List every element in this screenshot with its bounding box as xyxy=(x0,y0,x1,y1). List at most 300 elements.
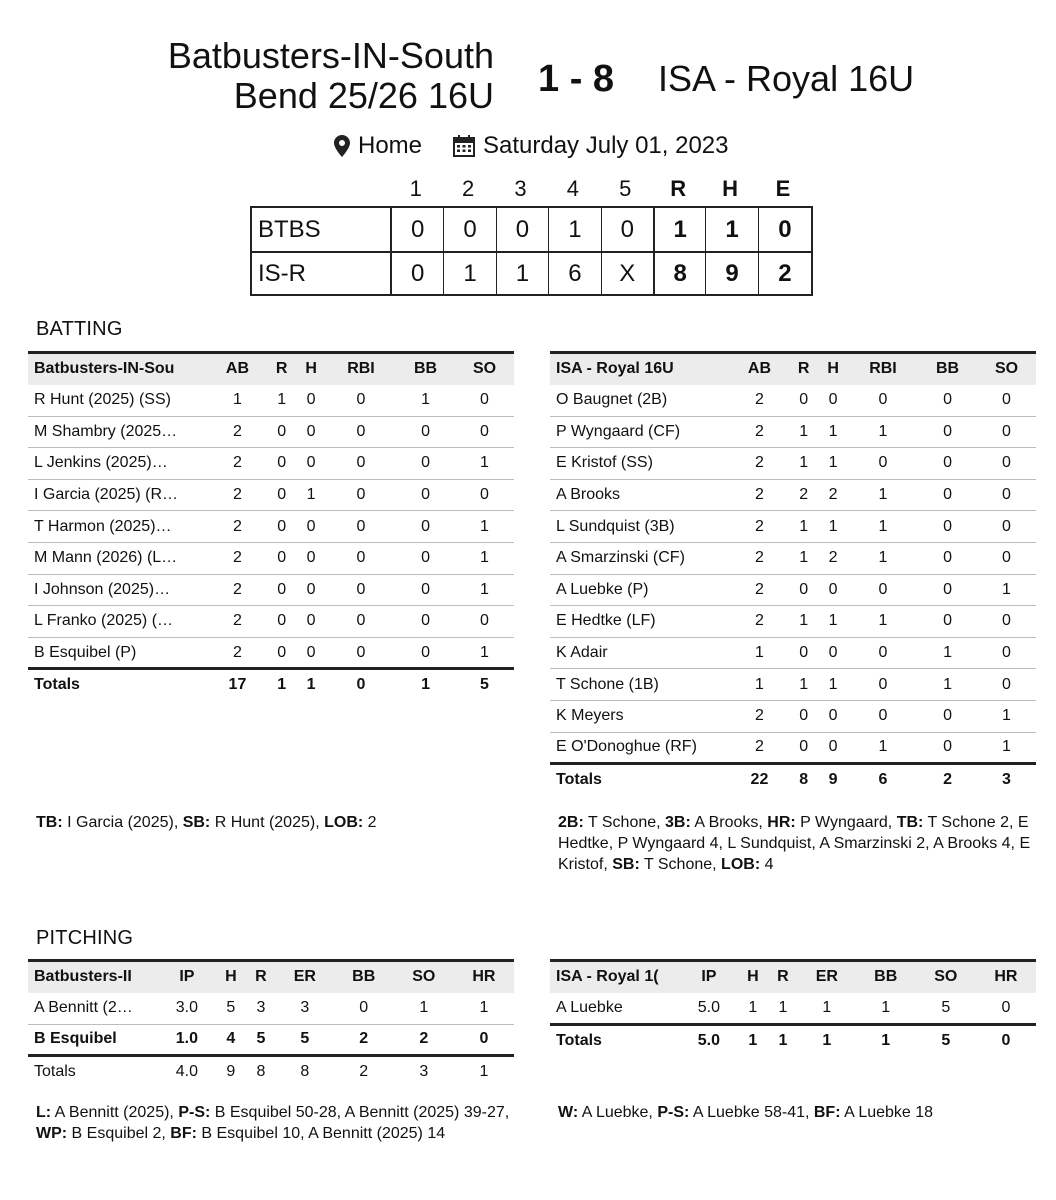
stat-cell: 2 xyxy=(394,1024,454,1056)
player-name[interactable]: A Bennitt (2… xyxy=(28,993,158,1025)
player-name[interactable]: T Schone (1B) xyxy=(550,669,730,701)
stat-cell: 1 xyxy=(977,700,1036,732)
totals-label: Totals xyxy=(28,1056,158,1088)
stat-cell: 1 xyxy=(768,993,798,1025)
batter-row xyxy=(550,542,1036,574)
errors-total: 0 xyxy=(778,215,792,243)
stat-cell: 0 xyxy=(977,606,1036,638)
stat-cell: 0 xyxy=(296,385,325,417)
batter-row xyxy=(550,732,1036,764)
stat-cell: 0 xyxy=(455,479,514,511)
batter-row xyxy=(550,606,1036,638)
stat-cell: 1 xyxy=(977,574,1036,606)
stat-cell: 0 xyxy=(848,669,918,701)
player-name[interactable]: E O'Donoghue (RF) xyxy=(550,732,730,764)
stat-cell: 0 xyxy=(789,574,818,606)
total-cell: 2 xyxy=(918,764,977,796)
pitching-header-row xyxy=(550,961,1036,993)
stat-cell: 0 xyxy=(977,448,1036,480)
totals-label: Totals xyxy=(28,669,208,701)
stat-cell: 1 xyxy=(918,637,977,669)
total-cell: 1 xyxy=(454,1056,514,1088)
inning-score: 1 xyxy=(497,253,549,294)
total-cell: 1 xyxy=(856,1024,916,1056)
note-text: T Schone, xyxy=(583,814,666,831)
batting-notes-home xyxy=(558,812,1036,875)
stat-cell: 0 xyxy=(326,448,396,480)
stat-cell: 0 xyxy=(296,416,325,448)
stat-cell: 2 xyxy=(208,574,267,606)
batter-row xyxy=(550,574,1036,606)
note-text: 2 xyxy=(363,814,377,831)
stat-cell: 3 xyxy=(276,993,334,1025)
stat-cell: 0 xyxy=(918,416,977,448)
team-abbr: BTBS xyxy=(252,208,392,251)
stat-cell: 1 xyxy=(848,732,918,764)
stat-cell: 2 xyxy=(789,479,818,511)
stat-cell: 1 xyxy=(455,542,514,574)
column-header: BB xyxy=(856,961,916,993)
pitcher-row xyxy=(550,993,1036,1025)
note-text: B Esquibel 2, xyxy=(67,1125,171,1142)
stat-cell: 1 xyxy=(856,993,916,1025)
note-text: P Wyngaard, xyxy=(795,814,897,831)
batter-row xyxy=(550,637,1036,669)
stat-cell: 0 xyxy=(267,479,296,511)
note-text: A Brooks, xyxy=(690,814,768,831)
stat-cell: 2 xyxy=(730,479,789,511)
hits-total: 9 xyxy=(706,253,758,294)
column-header: ER xyxy=(276,961,334,993)
pitching-header-row xyxy=(28,961,514,993)
total-cell: 3 xyxy=(977,764,1036,796)
stat-cell: 1 xyxy=(455,448,514,480)
stat-cell: 0 xyxy=(818,385,847,417)
pitcher-row xyxy=(28,993,514,1025)
note-label: LOB: xyxy=(324,814,364,831)
stat-cell: 2 xyxy=(730,700,789,732)
note-label: WP: xyxy=(36,1125,68,1142)
inning-score: 1 xyxy=(549,208,601,251)
stat-cell: 0 xyxy=(918,385,977,417)
stat-cell: 0 xyxy=(326,574,396,606)
errors-header: E xyxy=(775,176,791,201)
note-label: W: xyxy=(558,1104,579,1121)
stat-cell: 1 xyxy=(738,993,768,1025)
stat-cell: 0 xyxy=(267,574,296,606)
batting-header-row xyxy=(550,353,1036,385)
column-header: H xyxy=(818,353,847,385)
pitching-table-home xyxy=(550,959,1036,1056)
player-name[interactable]: L Franko (2025) (… xyxy=(28,606,208,638)
stat-cell: 2 xyxy=(730,511,789,543)
total-cell: 1 xyxy=(798,1024,856,1056)
column-header: HR xyxy=(454,961,514,993)
stat-cell: 0 xyxy=(789,732,818,764)
total-cell: 22 xyxy=(730,764,789,796)
stat-cell: 2 xyxy=(730,416,789,448)
stat-cell: 0 xyxy=(977,542,1036,574)
column-header: HR xyxy=(976,961,1036,993)
total-cell: 3 xyxy=(394,1056,454,1088)
total-cell: 1 xyxy=(396,669,455,701)
inning-header: 5 xyxy=(619,176,632,201)
pitching-table-away xyxy=(28,959,514,1087)
away-team-name[interactable]: Batbusters-IN-South Bend 25/26 16U xyxy=(167,35,494,116)
stat-cell: 0 xyxy=(396,511,455,543)
stat-cell: 0 xyxy=(396,606,455,638)
stat-cell: 2 xyxy=(208,637,267,669)
totals-row xyxy=(28,1056,514,1088)
batter-row xyxy=(28,606,514,638)
stat-cell: 0 xyxy=(296,511,325,543)
final-score: 1 - 8 xyxy=(538,58,615,100)
errors-total: 2 xyxy=(778,259,792,287)
inning-score: 0 xyxy=(392,208,444,251)
stat-cell: 1 xyxy=(789,606,818,638)
player-name[interactable]: K Meyers xyxy=(550,700,730,732)
player-name[interactable]: K Adair xyxy=(550,637,730,669)
player-name[interactable]: L Sundquist (3B) xyxy=(550,511,730,543)
calendar-icon xyxy=(453,135,475,157)
stat-cell: 0 xyxy=(326,606,396,638)
pitching-notes-away xyxy=(36,1102,516,1144)
total-cell: 5 xyxy=(916,1024,976,1056)
batter-row xyxy=(550,416,1036,448)
total-cell: 17 xyxy=(208,669,267,701)
totals-label: Totals xyxy=(550,764,730,796)
note-text: R Hunt (2025), xyxy=(210,814,325,831)
stat-cell: 0 xyxy=(918,732,977,764)
stat-cell: 5.0 xyxy=(680,993,738,1025)
stat-cell: 0 xyxy=(396,542,455,574)
stat-cell: 0 xyxy=(455,385,514,417)
note-label: BF: xyxy=(813,1104,841,1121)
stat-cell: 2 xyxy=(730,574,789,606)
batting-notes-away xyxy=(36,812,516,833)
note-text: T Schone, xyxy=(639,856,722,873)
stat-cell: 0 xyxy=(848,574,918,606)
stat-cell: 2 xyxy=(730,542,789,574)
line-score xyxy=(250,172,813,296)
player-name[interactable]: T Harmon (2025)… xyxy=(28,511,208,543)
player-name[interactable]: A Luebke xyxy=(550,993,680,1025)
stat-cell: 0 xyxy=(326,511,396,543)
game-meta xyxy=(0,132,1056,164)
stat-cell: 0 xyxy=(267,448,296,480)
batter-row xyxy=(28,637,514,669)
stat-cell: 1 xyxy=(818,416,847,448)
column-header: IP xyxy=(158,961,216,993)
totals-row xyxy=(28,669,514,701)
inning-score: 0 xyxy=(392,253,444,294)
player-name[interactable]: L Jenkins (2025)… xyxy=(28,448,208,480)
total-cell: 0 xyxy=(976,1024,1036,1056)
batter-row xyxy=(550,511,1036,543)
stat-cell: 0 xyxy=(848,637,918,669)
column-header: RBI xyxy=(326,353,396,385)
batting-header-row xyxy=(28,353,514,385)
stat-cell: 0 xyxy=(977,669,1036,701)
stat-cell: 0 xyxy=(848,700,918,732)
runs-total: 8 xyxy=(654,253,706,294)
stat-cell: 5 xyxy=(246,1024,276,1056)
column-header: BB xyxy=(396,353,455,385)
total-cell: 0 xyxy=(326,669,396,701)
stat-cell: 0 xyxy=(455,416,514,448)
player-name[interactable]: B Esquibel xyxy=(28,1024,158,1056)
stat-cell: 0 xyxy=(918,574,977,606)
inning-score: 6 xyxy=(549,253,601,294)
total-cell: 4.0 xyxy=(158,1056,216,1088)
stat-cell: 0 xyxy=(818,732,847,764)
team-abbr: IS-R xyxy=(252,253,392,294)
player-name[interactable]: M Shambry (2025… xyxy=(28,416,208,448)
total-cell: 5.0 xyxy=(680,1024,738,1056)
note-label: P-S: xyxy=(178,1104,211,1121)
stat-cell: 1 xyxy=(208,385,267,417)
batter-row xyxy=(550,669,1036,701)
stat-cell: 0 xyxy=(918,606,977,638)
column-header: SO xyxy=(455,353,514,385)
batter-row xyxy=(550,700,1036,732)
note-label: L: xyxy=(36,1104,52,1121)
stat-cell: 2 xyxy=(818,542,847,574)
stat-cell: 3 xyxy=(246,993,276,1025)
note-text: I Garcia (2025), xyxy=(62,814,183,831)
player-name[interactable]: I Garcia (2025) (R… xyxy=(28,479,208,511)
stat-cell: 5 xyxy=(916,993,976,1025)
line-score-header xyxy=(250,172,813,206)
column-header: BB xyxy=(334,961,394,993)
date-label: Saturday July 01, 2023 xyxy=(483,132,729,159)
column-header: AB xyxy=(208,353,267,385)
stat-cell: 0 xyxy=(396,416,455,448)
stat-cell: 1 xyxy=(730,637,789,669)
pitching-section-title: PITCHING xyxy=(36,927,134,949)
stat-cell: 1 xyxy=(789,511,818,543)
stat-cell: 0 xyxy=(918,511,977,543)
location xyxy=(334,132,422,160)
stat-cell: 1 xyxy=(454,993,514,1025)
note-label: BF: xyxy=(170,1125,197,1142)
stat-cell: 2 xyxy=(208,511,267,543)
column-header: ER xyxy=(798,961,856,993)
batter-row xyxy=(28,511,514,543)
player-name[interactable]: A Luebke (P) xyxy=(550,574,730,606)
total-cell: 1 xyxy=(738,1024,768,1056)
stat-cell: 1 xyxy=(455,574,514,606)
stat-cell: 1 xyxy=(455,511,514,543)
column-header: AB xyxy=(730,353,789,385)
team-column-header: Batbusters-II xyxy=(28,961,158,993)
inning-header: 3 xyxy=(514,176,527,201)
total-cell: 8 xyxy=(276,1056,334,1088)
inning-header: 1 xyxy=(409,176,422,201)
player-name[interactable]: B Esquibel (P) xyxy=(28,637,208,669)
stat-cell: 0 xyxy=(918,542,977,574)
stat-cell: 1 xyxy=(789,542,818,574)
stat-cell: 4 xyxy=(216,1024,246,1056)
stat-cell: 0 xyxy=(818,700,847,732)
stat-cell: 0 xyxy=(326,416,396,448)
inning-score: 0 xyxy=(497,208,549,251)
note-label: 2B: xyxy=(558,814,584,831)
stat-cell: 1 xyxy=(396,385,455,417)
column-header: H xyxy=(216,961,246,993)
player-name[interactable]: E Hedtke (LF) xyxy=(550,606,730,638)
stat-cell: 0 xyxy=(977,479,1036,511)
stat-cell: 0 xyxy=(326,637,396,669)
player-name[interactable]: A Brooks xyxy=(550,479,730,511)
note-text: A Luebke, xyxy=(578,1104,658,1121)
inning-score: 0 xyxy=(444,208,496,251)
stat-cell: 0 xyxy=(977,416,1036,448)
stat-cell: 0 xyxy=(848,385,918,417)
team-column-header: Batbusters-IN-Sou xyxy=(28,353,208,385)
stat-cell: 1 xyxy=(918,669,977,701)
stat-cell: 1 xyxy=(789,669,818,701)
batter-row xyxy=(28,542,514,574)
note-text: T Schone 2, E Hedtke, P Wyngaard 4, L Sundquist, A Smarzinski 2, A Brooks 4, E Kristof, xyxy=(558,814,1031,873)
total-cell: 1 xyxy=(267,669,296,701)
stat-cell: 0 xyxy=(918,448,977,480)
stat-cell: 0 xyxy=(396,574,455,606)
note-label: TB: xyxy=(36,814,63,831)
note-label: LOB: xyxy=(721,856,761,873)
batter-row xyxy=(28,385,514,417)
column-header: H xyxy=(738,961,768,993)
totals-row xyxy=(550,764,1036,796)
column-header: BB xyxy=(918,353,977,385)
batter-row xyxy=(550,479,1036,511)
inning-score: 1 xyxy=(444,253,496,294)
stat-cell: 2 xyxy=(730,385,789,417)
stat-cell: 0 xyxy=(976,993,1036,1025)
player-name[interactable]: E Kristof (SS) xyxy=(550,448,730,480)
stat-cell: 0 xyxy=(296,606,325,638)
hits-header: H xyxy=(722,176,738,201)
stat-cell: 0 xyxy=(267,511,296,543)
column-header: R xyxy=(246,961,276,993)
player-name[interactable]: I Johnson (2025)… xyxy=(28,574,208,606)
batting-section-title: BATTING xyxy=(36,318,123,340)
player-name[interactable]: P Wyngaard (CF) xyxy=(550,416,730,448)
batter-row xyxy=(28,448,514,480)
player-name[interactable]: R Hunt (2025) (SS) xyxy=(28,385,208,417)
total-cell: 5 xyxy=(455,669,514,701)
stat-cell: 0 xyxy=(326,385,396,417)
note-label: 3B: xyxy=(665,814,691,831)
stat-cell: 1 xyxy=(267,385,296,417)
total-cell: 8 xyxy=(246,1056,276,1088)
column-header: IP xyxy=(680,961,738,993)
note-label: SB: xyxy=(182,814,211,831)
stat-cell: 1 xyxy=(296,479,325,511)
stat-cell: 1 xyxy=(789,416,818,448)
stat-cell: 1 xyxy=(818,606,847,638)
column-header: RBI xyxy=(848,353,918,385)
total-cell: 9 xyxy=(818,764,847,796)
stat-cell: 0 xyxy=(818,637,847,669)
pitcher-row xyxy=(28,1024,514,1056)
stat-cell: 0 xyxy=(296,637,325,669)
line-score-grid xyxy=(250,206,813,296)
column-header: SO xyxy=(977,353,1036,385)
batter-row xyxy=(550,448,1036,480)
stat-cell: 0 xyxy=(296,574,325,606)
player-name[interactable]: M Mann (2026) (L… xyxy=(28,542,208,574)
stat-cell: 0 xyxy=(296,448,325,480)
stat-cell: 2 xyxy=(730,732,789,764)
stat-cell: 0 xyxy=(789,637,818,669)
stat-cell: 1 xyxy=(848,479,918,511)
hits-total: 1 xyxy=(706,208,758,251)
map-pin-icon xyxy=(334,135,350,157)
total-cell: 8 xyxy=(789,764,818,796)
stat-cell: 1 xyxy=(730,669,789,701)
totals-label: Totals xyxy=(550,1024,680,1056)
stat-cell: 0 xyxy=(977,385,1036,417)
stat-cell: 2 xyxy=(208,479,267,511)
note-label: P-S: xyxy=(657,1104,690,1121)
stat-cell: 2 xyxy=(208,606,267,638)
player-name[interactable]: O Baugnet (2B) xyxy=(550,385,730,417)
stat-cell: 0 xyxy=(848,448,918,480)
game-date xyxy=(453,132,729,160)
stat-cell: 2 xyxy=(334,1024,394,1056)
inning-score: X xyxy=(602,253,654,294)
batter-row xyxy=(28,416,514,448)
stat-cell: 0 xyxy=(977,637,1036,669)
note-label: TB: xyxy=(896,814,924,831)
total-cell: 1 xyxy=(296,669,325,701)
stat-cell: 0 xyxy=(267,637,296,669)
stat-cell: 0 xyxy=(455,606,514,638)
note-text: A Bennitt (2025), xyxy=(51,1104,179,1121)
totals-row xyxy=(550,1024,1036,1056)
player-name[interactable]: A Smarzinski (CF) xyxy=(550,542,730,574)
note-text: A Luebke 58-41, xyxy=(689,1104,814,1121)
stat-cell: 0 xyxy=(818,574,847,606)
runs-total: 1 xyxy=(654,208,706,251)
home-team-name[interactable]: ISA - Royal 16U xyxy=(658,58,915,99)
stat-cell: 0 xyxy=(789,385,818,417)
note-label: HR: xyxy=(767,814,796,831)
total-cell: 6 xyxy=(848,764,918,796)
batter-row xyxy=(28,574,514,606)
stat-cell: 2 xyxy=(208,416,267,448)
stat-cell: 0 xyxy=(918,700,977,732)
location-label: Home xyxy=(358,132,423,159)
stat-cell: 1 xyxy=(848,606,918,638)
team-column-header: ISA - Royal 1( xyxy=(550,961,680,993)
stat-cell: 2 xyxy=(730,606,789,638)
column-header: H xyxy=(296,353,325,385)
stat-cell: 1 xyxy=(818,511,847,543)
stat-cell: 2 xyxy=(730,448,789,480)
stat-cell: 2 xyxy=(208,448,267,480)
column-header: SO xyxy=(394,961,454,993)
batter-row xyxy=(550,385,1036,417)
stat-cell: 5 xyxy=(276,1024,334,1056)
stat-cell: 1 xyxy=(394,993,454,1025)
game-header xyxy=(0,0,1056,130)
stat-cell: 0 xyxy=(267,606,296,638)
stat-cell: 0 xyxy=(334,993,394,1025)
stat-cell: 0 xyxy=(918,479,977,511)
stat-cell: 1.0 xyxy=(158,1024,216,1056)
